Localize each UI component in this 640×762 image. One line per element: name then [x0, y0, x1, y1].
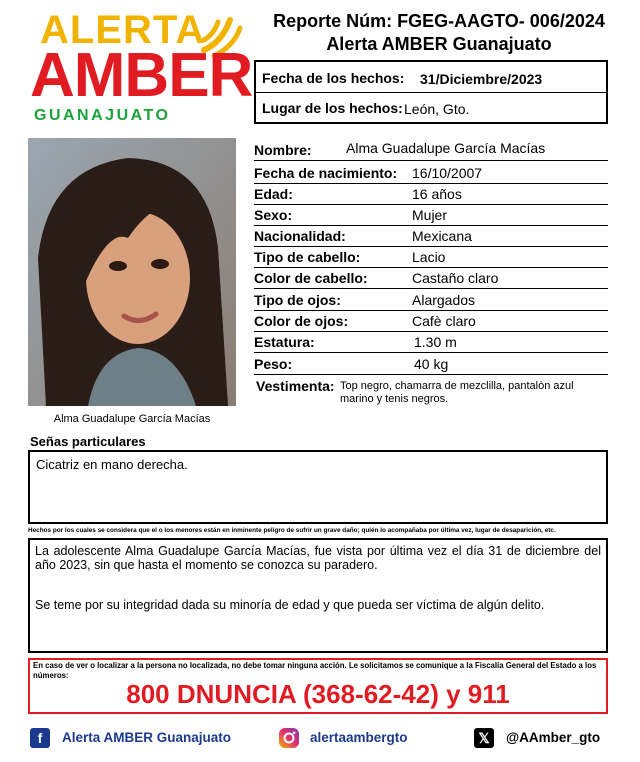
detail-row-fecha-nacimiento: [254, 162, 608, 184]
hechos-note: Hechos por los cuales se considera que el o los menores están en inminente peligro de sufrir un grave daño; quién lo acompañaba por última vez, lugar de desaparición, etc.: [28, 527, 556, 534]
hechos-box: [28, 538, 608, 653]
detail-row-tipo-ojos: [254, 289, 608, 311]
detail-row-nombre: [254, 139, 608, 161]
detail-label: Fecha de nacimiento:: [254, 165, 398, 181]
senas-box: [28, 450, 608, 524]
detail-row-estatura: [254, 331, 608, 353]
detail-label: Color de ojos:: [254, 313, 349, 329]
missing-person-photo: [28, 138, 236, 406]
detail-value: Cafè claro: [412, 313, 476, 329]
detail-label: Nombre:: [254, 142, 312, 158]
senas-title: Señas particulares: [30, 434, 146, 449]
detail-row-edad: [254, 183, 608, 205]
logo-amber-text: AMBER: [30, 41, 253, 110]
detail-value: 40 kg: [414, 356, 449, 372]
emergency-phone: 800 DNUNCIA (368-62-42) y 911: [126, 679, 510, 709]
detail-value: Alargados: [412, 292, 476, 308]
logo-alerta-text: ALERTA: [40, 8, 206, 52]
detail-row-tipo-cabello: [254, 246, 608, 268]
vestimenta-label: Vestimenta:: [256, 378, 335, 394]
detail-value: Castaño claro: [412, 270, 499, 286]
hechos-paragraph-2: Se teme por su integridad dada su minoría de edad y que pueda ser víctima de algún delito.: [35, 598, 545, 612]
facts-box: [254, 60, 608, 124]
detail-row-nacionalidad: [254, 225, 608, 247]
hechos-paragraph-1: La adolescente Alma Guadalupe García Macías, fue vista por última vez el día 31 de diciembre del año 2023, sin que hasta el momento se conozca su paradero.: [35, 544, 601, 572]
detail-row-peso: [254, 353, 608, 375]
detail-value: Mexicana: [412, 228, 472, 244]
detail-value: 1.30 m: [414, 334, 457, 350]
detail-row-sexo: [254, 204, 608, 226]
facebook-handle[interactable]: Alerta AMBER Guanajuato: [62, 730, 232, 745]
instagram-icon[interactable]: [278, 727, 300, 749]
detail-label: Nacionalidad:: [254, 228, 346, 244]
fecha-hechos-label: Fecha de los hechos:: [262, 70, 405, 86]
vestimenta-value: Top negro, chamarra de mezclilla, pantalòn azul marino y tenis negros.: [340, 380, 574, 405]
detail-row-color-cabello: [254, 267, 608, 289]
lugar-hechos-label: Lugar de los hechos:: [262, 100, 403, 116]
report-subtitle: Alerta AMBER Guanajuato: [326, 34, 552, 54]
report-number: Reporte Núm: FGEG-AAGTO- 006/2024: [273, 11, 605, 31]
detail-label: Peso:: [254, 356, 293, 372]
detail-value: Alma Guadalupe García Macías: [346, 140, 546, 156]
x-handle[interactable]: @AAmber_gto: [506, 730, 601, 745]
detail-label: Tipo de ojos:: [254, 292, 341, 308]
detail-label: Sexo:: [254, 207, 293, 223]
detail-label: Tipo de cabello:: [254, 249, 361, 265]
detail-value: 16 años: [412, 186, 462, 202]
photo-caption: Alma Guadalupe García Macías: [53, 413, 211, 425]
detail-value: Mujer: [412, 207, 448, 223]
x-icon[interactable]: 𝕏: [474, 728, 494, 748]
detail-label: Edad:: [254, 186, 293, 202]
fecha-hechos-value: 31/Diciembre/2023: [420, 71, 543, 87]
facebook-icon[interactable]: f: [30, 728, 50, 748]
instagram-handle[interactable]: alertaambergto: [310, 730, 408, 745]
detail-label: Color de cabello:: [254, 270, 368, 286]
lugar-hechos-value: León, Gto.: [404, 101, 470, 117]
logo-guanajuato-text: GUANAJUATO: [34, 107, 171, 124]
detail-value: Lacio: [412, 249, 446, 265]
detail-row-color-ojos: [254, 310, 608, 332]
warning-text: En caso de ver o localizar a la persona no localizada, no debe tomar ninguna acción. Le solicitamos se comunique a la Fiscalía General del Estado a los números:: [33, 661, 597, 680]
detail-value: 16/10/2007: [412, 165, 483, 181]
senas-text: Cicatriz en mano derecha.: [36, 457, 188, 472]
detail-label: Estatura:: [254, 334, 315, 350]
